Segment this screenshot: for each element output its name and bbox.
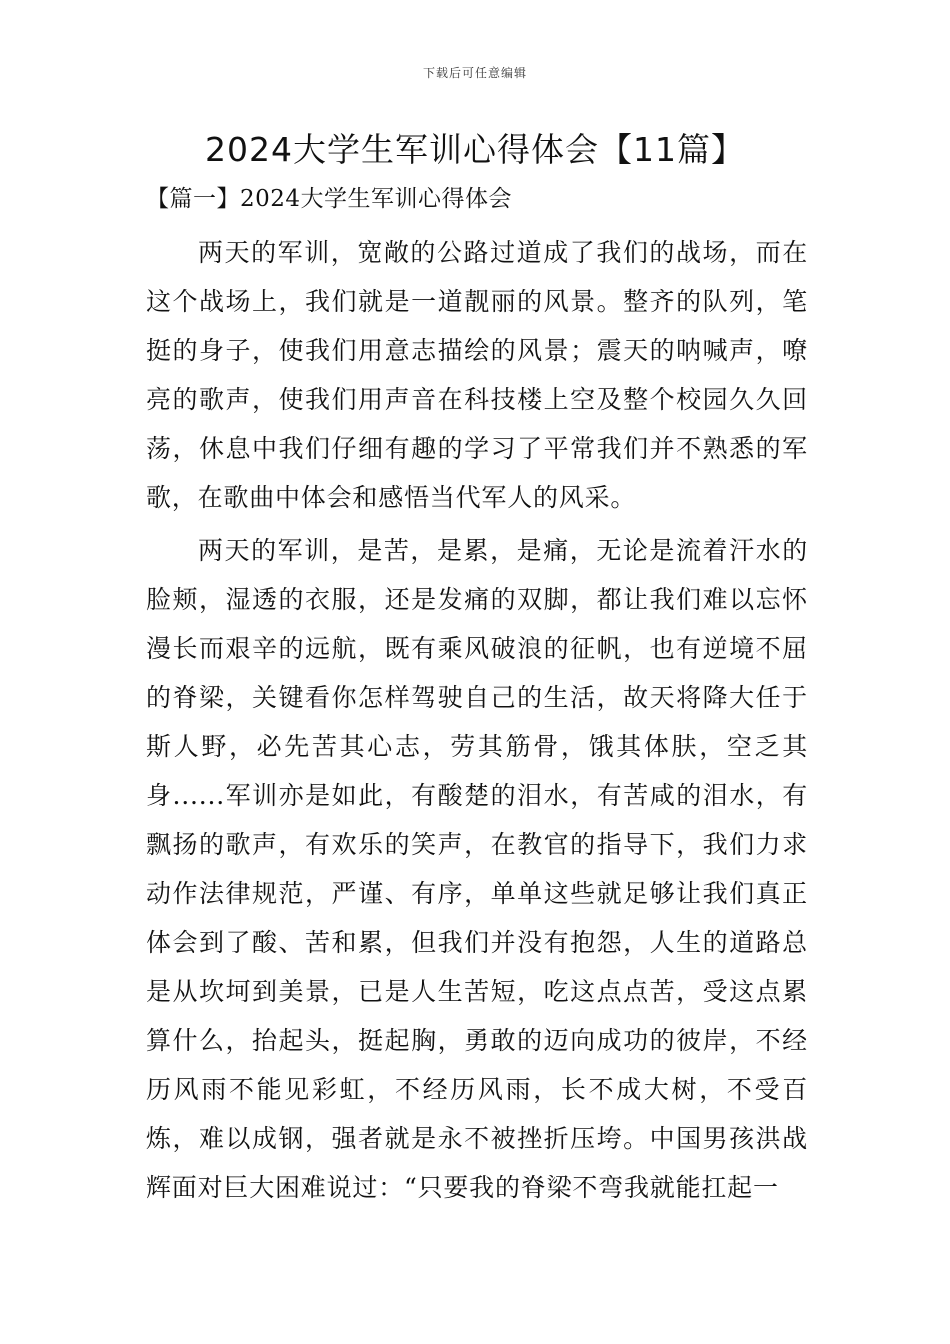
paragraph-2: 两天的军训，是苦，是累，是痛，无论是流着汗水的脸颊，湿透的衣服，还是发痛的双脚，都让我们难以忘怀漫长而艰辛的远航，既有乘风破浪的征帆，也有逆境不屈的脊梁，关键看你怎样驾驶自己的生活，故天将降大任于斯人野，必先苦其心志，劳其筋骨，饿其体肤，空乏其身......军训亦是如此，有酸楚的泪水，有苦咸的泪水，有飘扬的歌声，有欢乐的笑声，在教官的指导下，我们力求动作法律规范，严谨、有序，单单这些就足够让我们真正体会到了酸、苦和累，但我们并没有抱怨，人生的道路总是从坎坷到美景，已是人生苦短，吃这点点苦，受这点累算什么，抬起头，挺起胸，勇敢的迈向成功的彼岸，不经历风雨不能见彩虹，不经历风雨，长不成大树，不受百炼，难以成钢，强者就是永不被挫折压垮。中国男孩洪战辉面对巨大困难说过：“只要我的脊梁不弯我就能扛起一 (146, 536, 808, 1202)
body-text (146, 228, 808, 1216)
paragraph-1: 两天的军训，宽敞的公路过道成了我们的战场，而在这个战场上，我们就是一道靓丽的风景。整齐的队列，笔挺的身子，使我们用意志描绘的风景；震天的呐喊声，嘹亮的歌声，使我们用声音在科技楼上空及整个校园久久回荡，休息中我们仔细有趣的学习了平常我们并不熟悉的军歌，在歌曲中体会和感悟当代军人的风采。 (146, 238, 808, 512)
header-note: 下载后可任意编辑 (422, 66, 527, 80)
section-heading: 【篇一】2024大学生军训心得体会 (146, 186, 513, 212)
document-title: 2024大学生军训心得体会【11篇】 (205, 130, 745, 169)
